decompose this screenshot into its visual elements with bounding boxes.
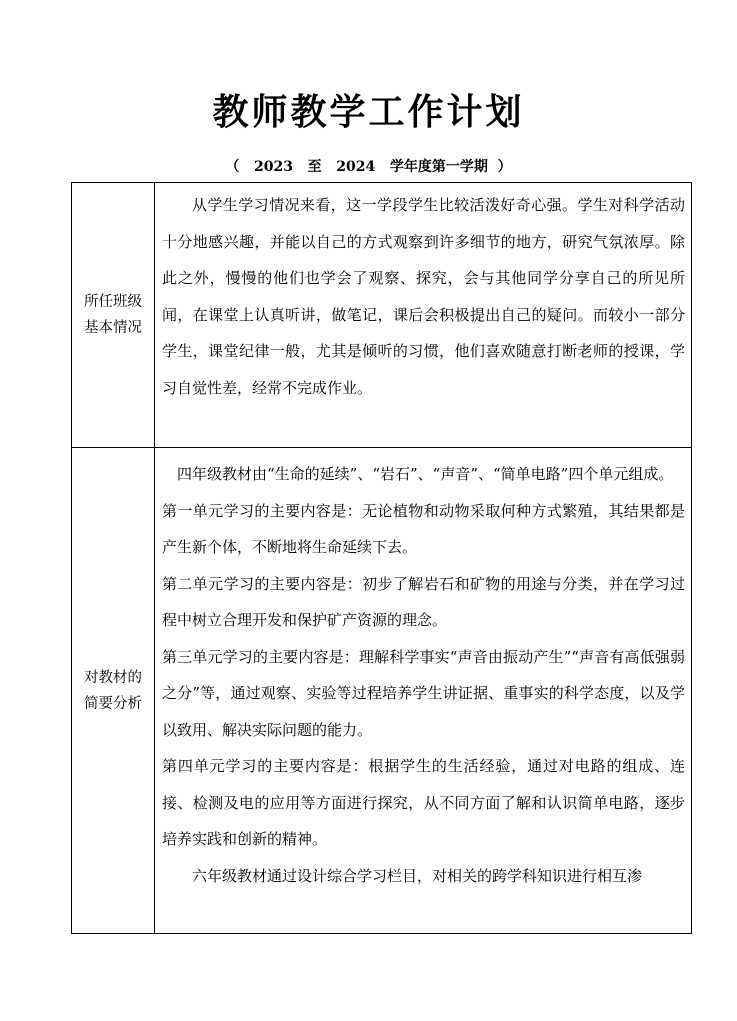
row-label-class-situation bbox=[72, 183, 155, 448]
row-label-line: 所任班级 bbox=[84, 294, 142, 310]
content-paragraph: 第二单元学习的主要内容是：初步了解岩石和矿物的用途与分类，并在学习过程中树立合理开发和保护矿产资源的理念。 bbox=[162, 574, 685, 629]
content-paragraph: 第三单元学习的主要内容是：理解科学事实“声音由振动产生”“声音有高低强弱之分”等，通过观察、实验等过程培养学生讲证据、重事实的科学态度，以及学以致用、解决实际问题的能力。 bbox=[162, 647, 685, 739]
content-paragraph: 第一单元学习的主要内容是：无论植物和动物采取何种方式繁殖，其结果都是产生新个体，不断地将生命延续下去。 bbox=[162, 501, 685, 556]
row-label-line: 简要分析 bbox=[84, 695, 142, 712]
table-row-textbook-analysis bbox=[72, 448, 692, 934]
content-paragraph: 四年级教材由“生命的延续”、“岩石”、“声音”、“简单电路”四个单元组成。 bbox=[177, 465, 674, 483]
row-content-class-situation bbox=[155, 183, 692, 448]
document-title: 教师教学工作计划 bbox=[212, 91, 525, 133]
plan-table bbox=[71, 182, 692, 934]
content-paragraph: 六年级教材通过设计综合学习栏目，对相关的跨学科知识进行相互渗 bbox=[192, 866, 643, 885]
table-row-class-situation bbox=[72, 183, 692, 448]
row-label-textbook-analysis bbox=[72, 448, 155, 934]
row-content-textbook-analysis bbox=[155, 448, 692, 934]
row-label-line: 对教材的 bbox=[84, 669, 142, 686]
content-paragraph: 第四单元学习的主要内容是：根据学生的生活经验，通过对电路的组成、连接、检测及电的应用等方面进行探究，从不同方面了解和认识简单电路，逐步培养实践和创新的精神。 bbox=[162, 757, 685, 848]
row-label-line: 基本情况 bbox=[84, 320, 142, 336]
content-paragraph: 从学生学习情况来看，这一学段学生比较活泼好奇心强。学生对科学活动十分地感兴趣，并能以自己的方式观察到许多细节的地方，研究气氛浓厚。除此之外，慢慢的他们也学会了观察、探究，会与其他同学分享自己的所见所闻，在课堂上认真听讲，做笔记，课后会积极提出自己的疑问。而较小一部分学生，课堂纪律一般，尤其是倾听的习惯，他们喜欢随意打断老师的授课，学习自觉性差，经常不完成作业。 bbox=[162, 196, 685, 397]
school-year-subtitle: （ 2023 至 2024 学年度第一学期 ） bbox=[225, 159, 512, 175]
